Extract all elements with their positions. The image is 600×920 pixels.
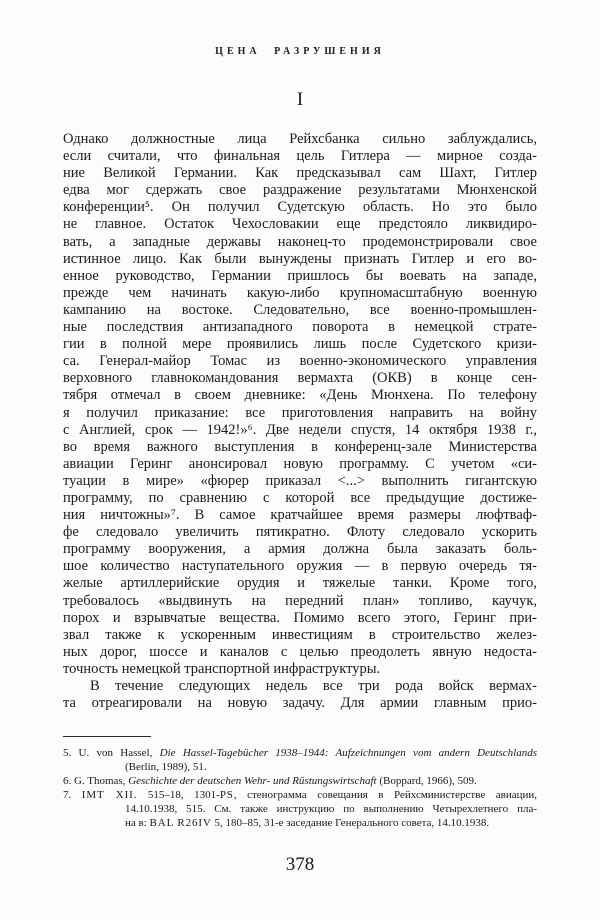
body-text-line: с Англией, срок — 1942!»⁶. Две недели спустя, 14 октября 1938 г., [63,421,537,438]
body-text-line: ные последствия антизападного поворота в немецкой страте- [63,319,537,336]
footnote-line: 7. IMT XII. 515–18, 1301-PS, стенограмма совещания в Рейхсминистерстве авиации, [63,788,538,801]
footnote-line: 6. G. Thomas, Geschichte der deutschen Wehr- und Rüstungswirtschaft (Boppard, 1966), 509. [63,774,477,787]
body-text-line: енное руководство, Германии пришлось бы воевать на западе, [63,267,537,284]
body-text-line: программу, по сравнению с которой все предыдущие достиже- [63,489,537,506]
body-text-line: верховного главнокомандования вермахта (ОКВ) в конце сен- [63,370,537,387]
body-text-line: не главное. Остаток Чехословакии еще предстояло ликвидиро- [63,216,537,233]
footnotes [63,736,537,830]
body-text-line: ние Великой Германии. Как предсказывал сам Шахт, Гитлер [63,165,537,182]
body-text-line: фе следовало увеличить пятикратно. Флоту следовало ускорить [63,524,537,541]
footnote-line: (Berlin, 1989), 51. [125,760,207,773]
body-text-line: точность немецкой транспортной инфраструктуры. [63,660,381,677]
body-text-line: порох и взрывчатые вещества. Помимо всего этого, Геринг при- [63,609,537,626]
body-text-line: са. Генерал-майор Томас из военно-экономического управления [63,353,537,370]
footnotes-list [63,747,537,830]
body-text-line: та отреагировали на новую задачу. Для армии главным прио- [63,695,537,712]
body-text-line: гии в полной мере проявились лишь после Судетского кризи- [63,336,537,353]
body-text-line: Однако должностные лица Рейхсбанка сильно заблуждались, [63,131,537,147]
body-text-line: звал также к ускоренным инвестициям в строительство желез- [63,626,537,643]
body-text-line: во время важного выступления в конференц-зале Министерства [63,438,537,455]
body-text-line: авиации Геринг анонсировал новую программу. С учетом «си- [63,455,537,472]
body-text-line: если считали, что финальная цель Гитлера — мирное созда- [63,148,537,165]
footnote-line: 5. U. von Hassel, Die Hassel-Tagebücher 1938–1944: Aufzeichnungen vom andern Deutschlands [63,747,537,759]
body-text-line: прежде чем начинать какую-либо крупномасштабную военную [63,284,537,301]
page-number: 378 [285,854,315,875]
body-text-line: требовалось «выдвинуть на передний план» топливо, каучук, [63,592,537,609]
footnote-divider [63,736,151,737]
body-text-line: я получил приказание: все приготовления направить на войну [63,404,537,421]
body-text-line: вать, а западные державы наконец-то продемонстрировали свое [63,233,537,250]
footnote-line: 14.10.1938, 515. См. также инструкцию по выполнению Четырехлетнего пла- [125,802,537,815]
body-text-line: программу вооружения, а армия должна была заказать боль- [63,541,537,558]
body-text [63,131,537,712]
body-text-line: В течение следующих недель все три рода войск вермах- [90,678,537,694]
body-text-line: конференции⁵. Он получил Судетскую область. Но это было [63,199,537,216]
running-head: ЦЕНА РАЗРУШЕНИЯ [215,46,385,57]
body-text-line: кампанию на востоке. Следовательно, все военно-промышлен- [63,301,537,318]
footnote-line: на в: BAL R26IV 5, 180–85, 31-е заседание Генерального совета, 14.10.1938. [125,816,490,829]
body-text-line: ния ничтожны»⁷. В самое кратчайшее время размеры люфтваф- [63,507,537,524]
body-text-line: туации в мире» «фюрер приказал <...> выполнить гигантскую [63,472,537,489]
chapter-number: I [296,89,304,110]
body-text-line: едва мог сдержать свое раздражение результатами Мюнхенской [63,182,537,199]
body-text-line: желые артиллерийские орудия и тяжелые танки. Кроме того, [63,575,537,592]
body-text-line: тября отмечал в своем дневнике: «День Мюнхена. По телефону [63,387,537,404]
body-text-line: шое количество наступательного оружия — в первую очередь тя- [63,558,537,575]
body-text-line: ных дорог, шоссе и каналов с целью преодолеть явную недоста- [63,643,537,660]
body-text-line: истинное лицо. Как были вынуждены признать Гитлер и его во- [63,250,537,267]
